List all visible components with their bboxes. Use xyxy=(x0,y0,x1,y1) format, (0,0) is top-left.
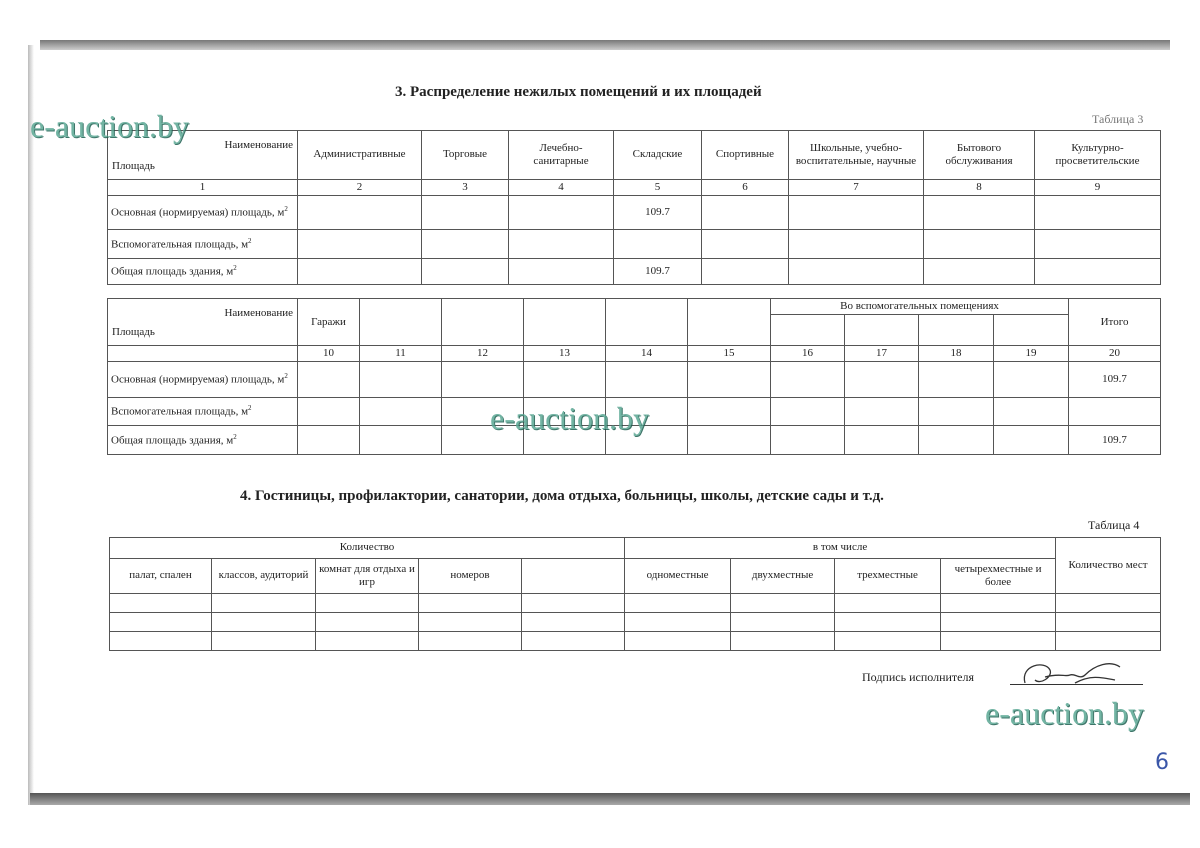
table-3-label: Таблица 3 xyxy=(1092,112,1144,126)
table-cell: 109.7 xyxy=(1069,426,1161,455)
column-number: 4 xyxy=(509,180,614,196)
unit-superscript: 2 xyxy=(284,372,288,381)
table-cell xyxy=(1069,398,1161,426)
column-number: 18 xyxy=(919,346,994,362)
scan-edge-top xyxy=(40,40,1170,50)
table-cell xyxy=(994,426,1069,455)
table-cell xyxy=(419,613,522,632)
table-cell xyxy=(789,196,924,230)
column-number: 8 xyxy=(924,180,1035,196)
unit-superscript: 2 xyxy=(248,236,252,245)
row-label xyxy=(108,230,298,259)
table-cell xyxy=(298,196,422,230)
group-header-quantity: Количество xyxy=(110,538,625,559)
column-header: четырехместные и более xyxy=(941,559,1056,594)
row-label-text: Общая площадь здания, м xyxy=(111,434,234,447)
column-header xyxy=(845,315,919,346)
row-label xyxy=(108,426,298,455)
column-number: 9 xyxy=(1035,180,1161,196)
unit-superscript: 2 xyxy=(248,404,252,413)
signature-label: Подпись исполнителя xyxy=(862,670,974,684)
unit-superscript: 2 xyxy=(233,432,237,441)
column-header xyxy=(688,299,771,346)
column-header: Культурно-просветительские xyxy=(1035,131,1161,180)
column-header: Школьные, учебно-воспитательные, научные xyxy=(789,131,924,180)
table-cell xyxy=(419,632,522,651)
column-number: 10 xyxy=(298,346,360,362)
column-header: номеров xyxy=(419,559,522,594)
table-cell xyxy=(298,230,422,259)
table-cell xyxy=(771,426,845,455)
row-label xyxy=(108,398,298,426)
column-header xyxy=(606,299,688,346)
corner-top-label: Наименование xyxy=(224,307,293,319)
scan-edge-bottom xyxy=(30,793,1190,805)
table-cell xyxy=(702,230,789,259)
column-number: 5 xyxy=(614,180,702,196)
table-cell xyxy=(835,594,941,613)
table-cell xyxy=(522,632,625,651)
table-row xyxy=(108,362,1161,398)
column-header xyxy=(994,315,1069,346)
scan-edge-left xyxy=(28,45,34,805)
column-header: Складские xyxy=(614,131,702,180)
table-cell xyxy=(625,613,731,632)
table-row xyxy=(110,613,1161,632)
table-cell xyxy=(688,426,771,455)
watermark: e-auction.by xyxy=(30,108,190,144)
column-header xyxy=(522,559,625,594)
table-cell xyxy=(702,196,789,230)
column-header: классов, аудиторий xyxy=(212,559,316,594)
row-label xyxy=(108,362,298,398)
row-label-text: Вспомогательная площадь, м xyxy=(111,238,249,251)
table-cell xyxy=(110,613,212,632)
column-number: 17 xyxy=(845,346,919,362)
table-cell xyxy=(731,613,835,632)
column-header xyxy=(524,299,606,346)
table-cell xyxy=(994,362,1069,398)
table-cell xyxy=(316,613,419,632)
column-number: 6 xyxy=(702,180,789,196)
table-cell: 109.7 xyxy=(614,196,702,230)
table-cell xyxy=(994,398,1069,426)
table-cell xyxy=(1056,594,1161,613)
table-cell xyxy=(1035,259,1161,285)
table-cell xyxy=(789,230,924,259)
table-cell xyxy=(509,196,614,230)
table-cell xyxy=(625,594,731,613)
column-number: 14 xyxy=(606,346,688,362)
page-mark: 6 xyxy=(1155,750,1169,775)
table-cell xyxy=(919,398,994,426)
column-header: Лечебно-санитарные xyxy=(509,131,614,180)
watermark: e-auction.by xyxy=(985,695,1145,731)
table-cell xyxy=(298,398,360,426)
table-cell xyxy=(771,398,845,426)
column-number: 13 xyxy=(524,346,606,362)
table-cell xyxy=(614,230,702,259)
table-cell xyxy=(941,594,1056,613)
table-cell xyxy=(702,259,789,285)
table-cell xyxy=(524,362,606,398)
table-cell xyxy=(924,196,1035,230)
row-label-text: Основная (нормируемая) площадь, м xyxy=(111,374,285,387)
column-header xyxy=(771,315,845,346)
group-header-including: в том числе xyxy=(625,538,1056,559)
table-cell xyxy=(212,613,316,632)
table-cell xyxy=(509,230,614,259)
table-cell xyxy=(845,426,919,455)
column-header: Административные xyxy=(298,131,422,180)
column-header: трехместные xyxy=(835,559,941,594)
column-header: комнат для отдыха и игр xyxy=(316,559,419,594)
table-cell xyxy=(688,362,771,398)
table-cell xyxy=(688,398,771,426)
column-header: Бытового обслуживания xyxy=(924,131,1035,180)
group-header-aux: Во вспомогательных помещениях xyxy=(771,299,1069,315)
table-cell xyxy=(316,632,419,651)
table-cell xyxy=(298,362,360,398)
table-cell xyxy=(422,196,509,230)
table-row xyxy=(108,259,1161,285)
corner-bottom-label: Площадь xyxy=(112,159,155,172)
table-cell xyxy=(212,632,316,651)
table-cell xyxy=(845,362,919,398)
row-label xyxy=(108,259,298,285)
table-row xyxy=(110,632,1161,651)
column-header: палат, спален xyxy=(110,559,212,594)
table-cell xyxy=(298,426,360,455)
table-cell xyxy=(212,594,316,613)
section-4-title: 4. Гостиницы, профилактории, санатории, дома отдыха, больницы, школы, детские сады и т.д. xyxy=(240,488,884,504)
column-number-row xyxy=(108,180,1161,196)
table-cell xyxy=(845,398,919,426)
table-cell xyxy=(419,594,522,613)
corner-bottom-label: Площадь xyxy=(112,326,155,338)
column-number: 1 xyxy=(108,180,298,196)
column-number: 20 xyxy=(1069,346,1161,362)
column-header: двухместные xyxy=(731,559,835,594)
column-header-total: Итого xyxy=(1069,299,1161,346)
column-number: 7 xyxy=(789,180,924,196)
table-cell xyxy=(941,632,1056,651)
table-cell xyxy=(110,632,212,651)
row-label-text: Общая площадь здания, м xyxy=(111,265,234,278)
unit-superscript: 2 xyxy=(284,205,288,214)
table-cell xyxy=(789,259,924,285)
column-number: 15 xyxy=(688,346,771,362)
table-4-facilities xyxy=(109,537,1161,651)
table-cell xyxy=(771,362,845,398)
column-number xyxy=(108,346,298,362)
column-number: 12 xyxy=(442,346,524,362)
section-3-title: 3. Распределение нежилых помещений и их площадей xyxy=(395,84,762,100)
table-cell xyxy=(1035,196,1161,230)
corner-header xyxy=(108,299,298,346)
column-header: Торговые xyxy=(422,131,509,180)
table-cell xyxy=(835,632,941,651)
table-cell xyxy=(110,594,212,613)
table-4-label: Таблица 4 xyxy=(1088,518,1140,532)
row-label xyxy=(108,196,298,230)
column-number: 11 xyxy=(360,346,442,362)
table-cell xyxy=(360,362,442,398)
row-label-text: Основная (нормируемая) площадь, м xyxy=(111,206,285,219)
table-row xyxy=(108,230,1161,259)
table-cell xyxy=(731,632,835,651)
table-cell xyxy=(1035,230,1161,259)
table-cell xyxy=(442,362,524,398)
column-number: 16 xyxy=(771,346,845,362)
column-number: 3 xyxy=(422,180,509,196)
table-cell xyxy=(835,613,941,632)
column-header-places: Количество мест xyxy=(1056,538,1161,594)
table-cell xyxy=(360,398,442,426)
table-cell xyxy=(422,230,509,259)
unit-superscript: 2 xyxy=(233,264,237,273)
table-cell xyxy=(298,259,422,285)
table-cell xyxy=(924,259,1035,285)
table-cell xyxy=(606,362,688,398)
table-cell xyxy=(316,594,419,613)
table-cell xyxy=(422,259,509,285)
table-row xyxy=(108,196,1161,230)
table-3-nonresidential xyxy=(107,130,1161,285)
column-header: Спортивные xyxy=(702,131,789,180)
column-number: 2 xyxy=(298,180,422,196)
column-number: 19 xyxy=(994,346,1069,362)
table-cell: 109.7 xyxy=(614,259,702,285)
column-number-row xyxy=(108,346,1161,362)
table-cell xyxy=(509,259,614,285)
table-cell xyxy=(1056,632,1161,651)
column-header xyxy=(442,299,524,346)
table-cell xyxy=(522,613,625,632)
table-cell xyxy=(941,613,1056,632)
watermark: e-auction.by xyxy=(490,400,650,436)
column-header xyxy=(919,315,994,346)
table-cell xyxy=(924,230,1035,259)
handwritten-signature xyxy=(1015,655,1125,695)
row-label-text: Вспомогательная площадь, м xyxy=(111,406,249,419)
table-cell xyxy=(731,594,835,613)
table-cell: 109.7 xyxy=(1069,362,1161,398)
table-cell xyxy=(360,426,442,455)
table-cell xyxy=(919,362,994,398)
column-header xyxy=(360,299,442,346)
table-cell xyxy=(625,632,731,651)
corner-top-label: Наименование xyxy=(224,139,293,151)
column-header: одноместные xyxy=(625,559,731,594)
table-cell xyxy=(1056,613,1161,632)
table-cell xyxy=(522,594,625,613)
table-cell xyxy=(919,426,994,455)
column-header-garages: Гаражи xyxy=(298,299,360,346)
table-row xyxy=(110,594,1161,613)
